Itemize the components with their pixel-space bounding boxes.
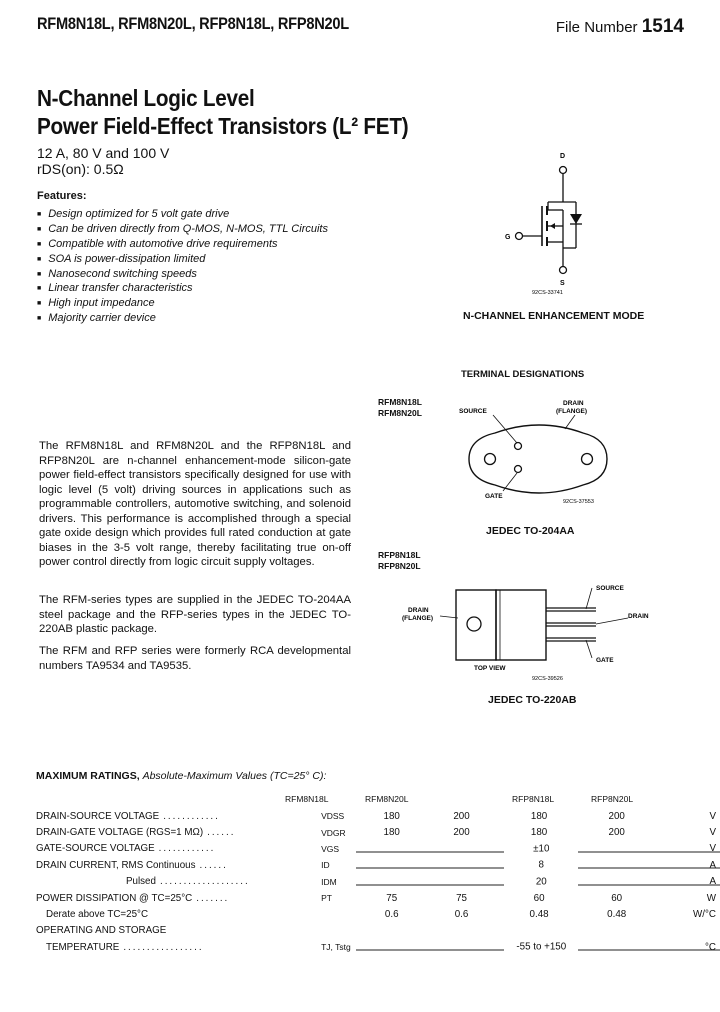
span-line: [578, 883, 720, 885]
table-row: [36, 857, 720, 873]
feature-item: ■ Nanosecond switching speeds: [37, 267, 328, 282]
title-line-2: Power Field-Effect Transistors (L² FET): [37, 113, 409, 139]
rating-value: 60: [533, 892, 545, 904]
feature-item: ■ Majority carrier device: [37, 311, 328, 326]
subtitle: [37, 145, 169, 177]
rating-value: 0.48: [607, 909, 627, 921]
rating-value: 200: [453, 810, 470, 822]
to220-mount-hole: [467, 617, 481, 631]
column-header-rfp8n18l: RFP8N18L: [512, 794, 555, 804]
to204-source-label: SOURCE: [459, 408, 487, 415]
feature-item: ■ Compatible with automotive drive requirements: [37, 237, 328, 252]
table-row: [36, 824, 720, 840]
rating-unit: °C: [705, 941, 716, 953]
rating-name: Pulsed: [126, 876, 156, 888]
ratings-title-bold: MAXIMUM RATINGS,: [36, 770, 140, 782]
leader-dots: ............: [163, 810, 220, 822]
table-row: [36, 808, 720, 824]
description-paragraph-2: The RFM-series types are supplied in the JEDEC TO-204AA steel package and the RFP-series types in the JEDEC TO-220AB plastic package.: [39, 594, 351, 635]
to220-code: 92CS-39526: [532, 676, 563, 682]
features-heading: Features:: [37, 190, 87, 202]
ratings-title: [36, 770, 326, 782]
rating-name: OPERATING AND STORAGE: [36, 925, 167, 937]
terminal-heading: TERMINAL DESIGNATIONS: [461, 369, 585, 380]
span-line: [578, 867, 720, 869]
rating-unit: W/°C: [693, 909, 716, 921]
title-line-1: N-Channel Logic Level: [37, 85, 255, 111]
rating-shared-value: 8: [538, 859, 544, 871]
gate-terminal: [516, 233, 523, 240]
leader-dots: .................: [123, 941, 204, 953]
leader-dots: ......: [199, 859, 228, 871]
to204-gate-pin: [515, 466, 522, 473]
features-list: [37, 207, 328, 326]
rating-symbol: ID: [321, 860, 330, 871]
rating-name: POWER DISSIPATION @ TC=25°C: [36, 892, 193, 904]
rating-name: Derate above TC=25°C: [46, 909, 149, 921]
feature-item: ■ Design optimized for 5 volt gate drive: [37, 207, 328, 222]
rating-unit: V: [709, 843, 716, 855]
column-header-rfm8n18l: RFM8N18L: [285, 794, 329, 804]
rating-unit: V: [709, 810, 716, 822]
rating-value: 180: [530, 810, 548, 822]
to220-part-labels: [378, 550, 421, 572]
leader-dots: ......: [207, 827, 236, 839]
schematic-gate-label: G: [505, 234, 511, 241]
rating-value: 200: [453, 827, 470, 839]
column-header-rfm8n20l: RFM8N20L: [365, 794, 409, 804]
to204-drain-label: DRAIN: [563, 400, 584, 407]
to204-caption: JEDEC TO-204AA: [486, 525, 575, 537]
to220-part-1: RFP8N18L: [378, 550, 421, 560]
to220-tab: [456, 590, 496, 660]
rating-name: TEMPERATURE: [46, 941, 120, 953]
to204-part-2: RFM8N20L: [378, 408, 422, 418]
schematic-caption: N-CHANNEL ENHANCEMENT MODE: [463, 310, 645, 322]
rating-symbol: VDGR: [321, 827, 346, 838]
rating-value: 0.6: [384, 909, 399, 921]
to204-body-outline: [469, 425, 607, 493]
span-line: [356, 949, 504, 951]
column-header-rfp8n20l: RFP8N20L: [591, 794, 634, 804]
subtitle-ratings: 12 A, 80 V and 100 V: [37, 145, 170, 161]
description-paragraph-1: The RFM8N18L and RFM8N20L and the RFP8N18L and RFP8N20L are n-channel enhancement-mode silicon-gate power field-effect transistors specifically designed for use with logic level (5 volt) driving sources in applications such as programmable controllers, automotive switching, and solenoid drivers. This performance is accomplished through a special gate oxide design which provides full rated conduction at gate biases in the 3-5 volt range, thereby facilitating true on-off power control directly from logic circuit supply voltages.: [39, 440, 351, 568]
feature-item: ■ Can be driven directly from Q-MOS, N-MOS, TTL Circuits: [37, 222, 328, 237]
header-part-numbers: RFM8N18L, RFM8N20L, RFP8N18L, RFP8N20L: [37, 14, 349, 33]
to220-source-label: SOURCE: [596, 585, 624, 592]
leader-dots: .......: [196, 892, 230, 904]
rating-value: 200: [608, 827, 625, 839]
rating-name: DRAIN-SOURCE VOLTAGE: [36, 810, 160, 822]
to220-flange-label: (FLANGE): [402, 615, 434, 622]
to220-caption: JEDEC TO-220AB: [488, 694, 577, 706]
file-number: [556, 16, 684, 38]
schematic-source-label: S: [560, 280, 565, 287]
rating-value: 75: [456, 892, 467, 904]
table-row: [36, 890, 720, 906]
rating-symbol: VGS: [321, 843, 340, 854]
schematic-code: 92CS-33741: [532, 290, 563, 296]
schematic-drain-label: D: [560, 153, 566, 160]
to204-flange-label: (FLANGE): [556, 408, 588, 415]
rating-value: 0.6: [454, 909, 469, 921]
drain-terminal: [560, 167, 567, 174]
page-title: [37, 84, 408, 140]
to204-code: 92CS-37553: [563, 499, 594, 505]
file-number-value: 1514: [641, 16, 684, 37]
span-line: [356, 867, 504, 869]
span-line: [356, 883, 504, 885]
table-row: [36, 923, 720, 939]
rating-value: 0.48: [529, 909, 549, 921]
feature-item: ■ Linear transfer characteristics: [37, 281, 328, 296]
table-row: [36, 939, 720, 955]
to204-source-pin: [515, 443, 522, 450]
span-line: [578, 850, 720, 852]
table-row: [36, 874, 720, 890]
to204-mount-hole-right: [582, 454, 593, 465]
rating-value: 180: [530, 827, 548, 839]
description-paragraph-3: The RFM and RFP series were formerly RCA developmental numbers TA9534 and TA9535.: [39, 645, 351, 672]
rating-symbol: PT: [321, 893, 332, 904]
rating-name: DRAIN CURRENT, RMS Continuous: [36, 859, 196, 871]
diode-icon: [570, 214, 582, 224]
table-row: [36, 841, 720, 857]
rating-symbol: IDM: [321, 876, 337, 887]
rating-value: 180: [383, 827, 400, 839]
feature-item: ■ SOA is power-dissipation limited: [37, 252, 328, 267]
file-number-label: File Number: [555, 19, 638, 36]
to220-package-diagram: [400, 578, 660, 686]
rating-value: 200: [608, 810, 625, 822]
rating-name: GATE-SOURCE VOLTAGE: [36, 843, 155, 855]
rating-unit: A: [709, 859, 716, 871]
mosfet-schematic: [500, 148, 610, 298]
to220-drain-left-label: DRAIN: [408, 607, 429, 614]
rating-symbol: TJ, Tstg: [321, 942, 351, 953]
table-row: [36, 906, 720, 922]
rating-unit: W: [706, 892, 716, 904]
leader-dots: ...................: [159, 876, 250, 888]
rating-shared-value: -55 to +150: [516, 941, 567, 953]
to220-top-view-label: TOP VIEW: [474, 665, 506, 672]
to204-part-labels: [378, 397, 422, 419]
source-terminal: [560, 267, 567, 274]
rating-unit: V: [709, 827, 716, 839]
to204-part-1: RFM8N18L: [378, 397, 422, 407]
rating-value: 60: [611, 892, 623, 904]
rating-value: 180: [383, 810, 400, 822]
rating-shared-value: ±10: [533, 843, 550, 855]
subtitle-rds: rDS(on): 0.5Ω: [37, 161, 124, 177]
ratings-title-italic: Absolute-Maximum Values (TC=25° C):: [142, 770, 327, 782]
to220-drain-right-label: DRAIN: [628, 613, 649, 620]
rating-name: DRAIN-GATE VOLTAGE (RGS=1 MΩ): [36, 827, 204, 839]
to220-part-2: RFP8N20L: [378, 561, 421, 571]
rating-value: 75: [386, 892, 398, 904]
span-line: [356, 850, 504, 852]
ratings-table: [36, 808, 720, 956]
to220-gate-label: GATE: [596, 657, 614, 664]
rating-unit: A: [709, 876, 716, 888]
to204-mount-hole-left: [485, 454, 496, 465]
rating-shared-value: 20: [535, 876, 547, 888]
to220-body: [496, 590, 546, 660]
span-line: [578, 949, 720, 951]
feature-item: ■ High input impedance: [37, 296, 328, 311]
leader-dots: ............: [158, 843, 216, 855]
to204-package-diagram: [455, 395, 625, 510]
rating-symbol: VDSS: [321, 811, 345, 822]
to204-gate-label: GATE: [485, 493, 503, 500]
